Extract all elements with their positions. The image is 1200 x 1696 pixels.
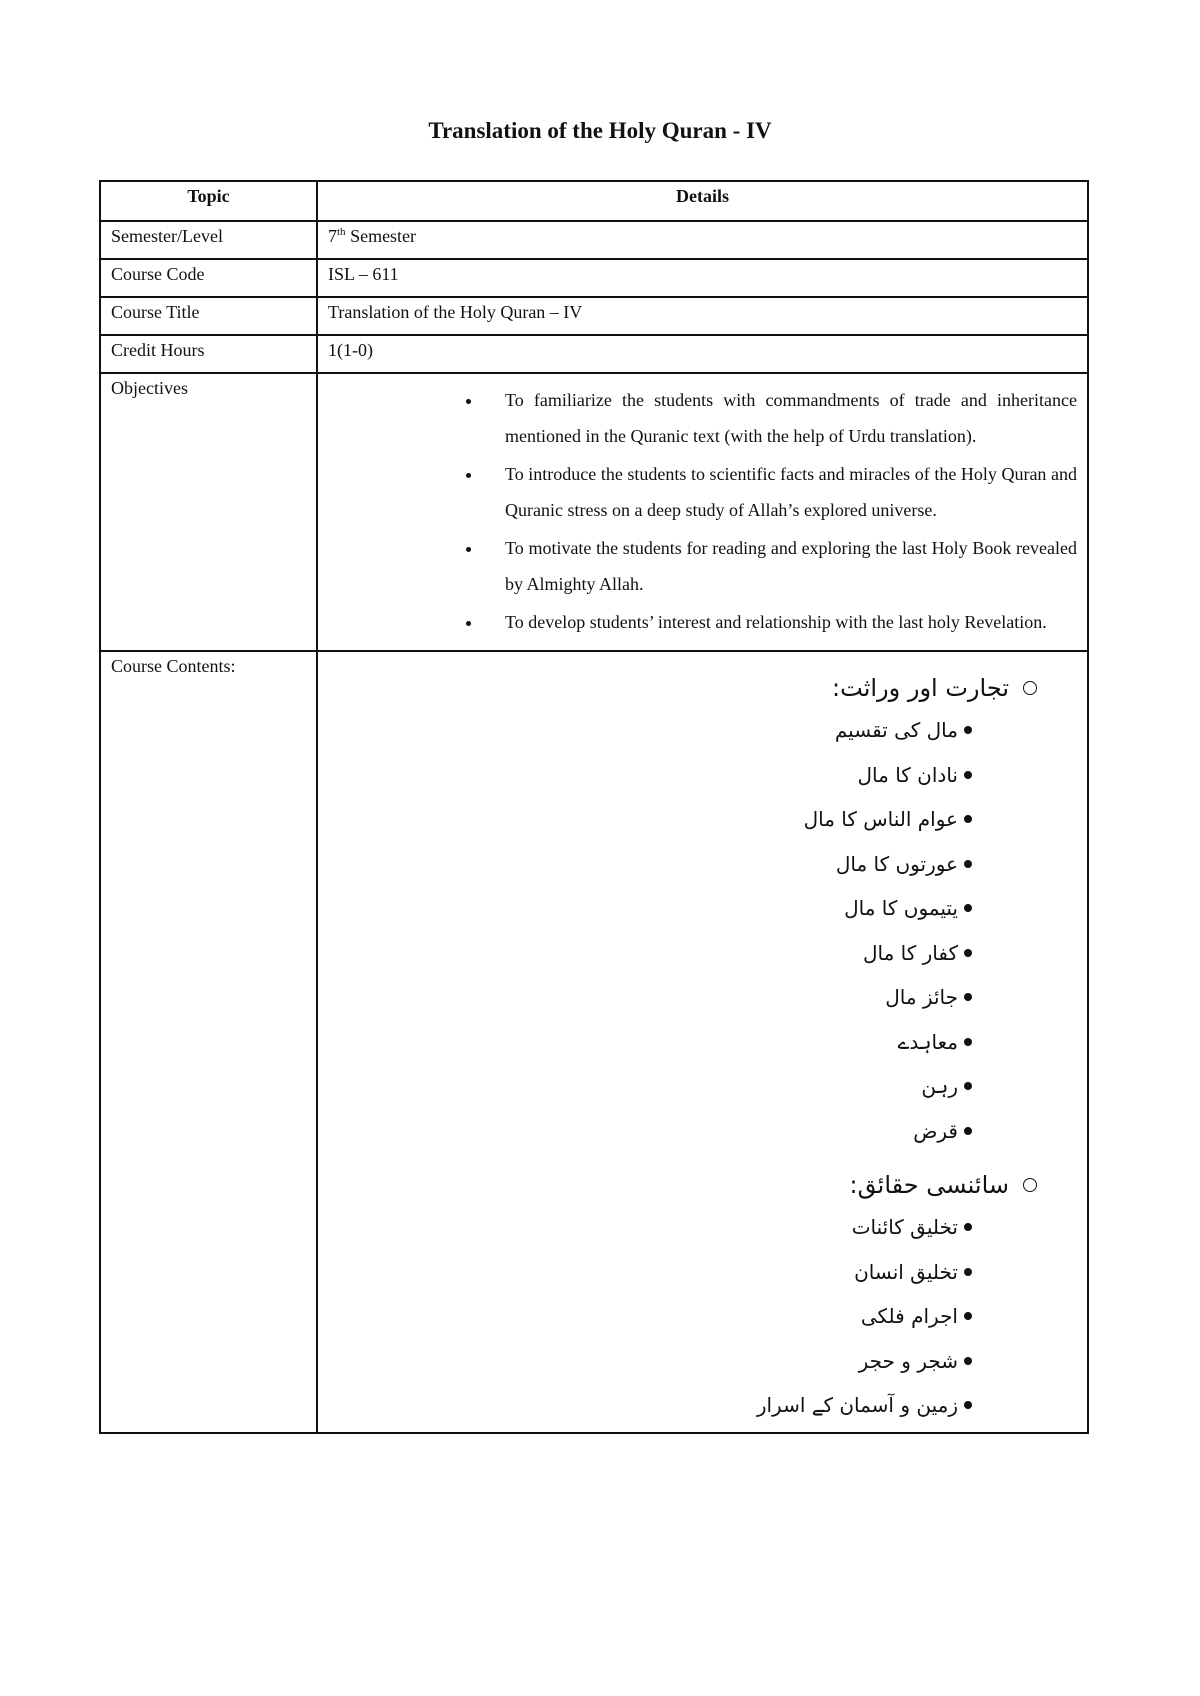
row-objectives <box>100 373 1088 651</box>
credit-hours-value: 1(1-0) <box>317 335 1088 373</box>
row-course-code <box>100 259 1088 297</box>
course-title-label: Course Title <box>100 297 317 335</box>
course-code-value: ISL – 611 <box>317 259 1088 297</box>
list-item: رہن <box>328 1064 972 1109</box>
list-item: عوام الناس کا مال <box>328 797 972 842</box>
list-item: مال کی تقسیم <box>328 708 972 753</box>
document-title: Translation of the Holy Quran - IV <box>428 118 772 143</box>
bullet-dot-icon <box>964 904 972 912</box>
course-title-value: Translation of the Holy Quran – IV <box>317 297 1088 335</box>
list-item: تخلیق کائنات <box>328 1205 972 1250</box>
section-heading-science: سائنسی حقائق: <box>328 1171 1037 1199</box>
list-item: کفار کا مال <box>328 931 972 976</box>
row-semester <box>100 221 1088 259</box>
header-topic: Topic <box>100 181 317 221</box>
science-topics-list <box>328 1205 1037 1428</box>
objective-item: • To familiarize the students with commandments of trade and inheritance mentioned in the Quranic text (with the help of Urdu translation). <box>483 382 1077 454</box>
course-contents-label: Course Contents: <box>100 651 317 1433</box>
list-item: عورتوں کا مال <box>328 842 972 887</box>
trade-topics-list <box>328 708 1037 1153</box>
header-row <box>100 181 1088 221</box>
objective-item: • To motivate the students for reading and exploring the last Holy Book revealed by Almighty Allah. <box>483 530 1077 602</box>
objective-item: • To develop students’ interest and relationship with the last holy Revelation. <box>483 604 1077 640</box>
row-credit-hours <box>100 335 1088 373</box>
bullet-dot-icon <box>964 1223 972 1231</box>
hollow-circle-bullet-icon <box>1023 681 1037 695</box>
bullet-dot-icon <box>964 726 972 734</box>
row-course-title <box>100 297 1088 335</box>
bullet-dot-icon <box>964 1401 972 1409</box>
credit-hours-label: Credit Hours <box>100 335 317 373</box>
bullet-dot-icon <box>964 993 972 1001</box>
list-item: زمین و آسمان کے اسرار <box>328 1383 972 1428</box>
semester-value: 7th Semester <box>317 221 1088 259</box>
list-item: تخلیق انسان <box>328 1250 972 1295</box>
bullet-dot-icon <box>964 1082 972 1090</box>
course-contents-cell <box>317 651 1088 1433</box>
bullet-dot-icon <box>964 771 972 779</box>
section-heading-trade: تجارت اور وراثت: <box>328 674 1037 702</box>
objective-item: • To introduce the students to scientific facts and miracles of the Holy Quran and Quranic stress on a deep study of Allah’s explored universe. <box>483 456 1077 528</box>
list-item: شجر و حجر <box>328 1339 972 1384</box>
bullet-dot-icon <box>964 1127 972 1135</box>
list-item: نادان کا مال <box>328 753 972 798</box>
bullet-dot-icon <box>964 949 972 957</box>
bullet-dot-icon <box>964 860 972 868</box>
hollow-circle-bullet-icon <box>1023 1178 1037 1192</box>
semester-label: Semester/Level <box>100 221 317 259</box>
urdu-contents <box>328 674 1077 1428</box>
list-item: یتیموں کا مال <box>328 886 972 931</box>
row-course-contents <box>100 651 1088 1433</box>
bullet-dot-icon <box>964 1038 972 1046</box>
bullet-dot-icon <box>964 1268 972 1276</box>
list-item: قرض <box>328 1109 972 1154</box>
course-code-label: Course Code <box>100 259 317 297</box>
objectives-label: Objectives <box>100 373 317 651</box>
course-table <box>99 180 1089 1434</box>
header-details: Details <box>317 181 1088 221</box>
list-item: معاہدے <box>328 1020 972 1065</box>
list-item: جائز مال <box>328 975 972 1020</box>
list-item: اجرام فلکی <box>328 1294 972 1339</box>
bullet-dot-icon <box>964 1357 972 1365</box>
bullet-dot-icon <box>964 1312 972 1320</box>
bullet-dot-icon <box>964 815 972 823</box>
objectives-cell <box>317 373 1088 651</box>
objectives-list <box>328 382 1077 640</box>
